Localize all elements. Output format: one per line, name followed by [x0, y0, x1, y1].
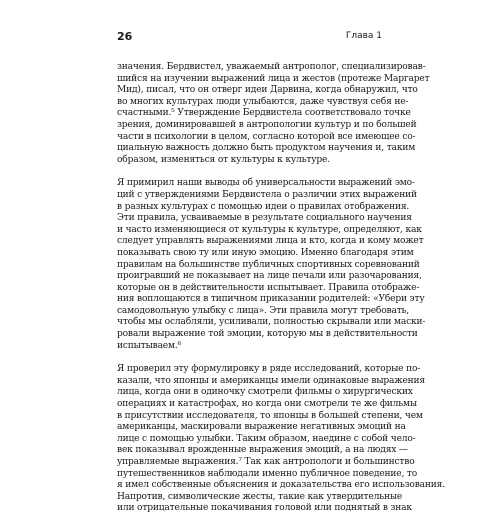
text-line: правилам на большинстве публичных спортивных соревнований — [117, 259, 420, 270]
text-line: ния воплощаются в типичном приказании родителей: «Убери эту — [117, 294, 425, 305]
text-line: проигравший не показывает на лице печали или разочарования, — [117, 271, 422, 282]
text-line: Эти правила, усваиваемые в результате социального научения — [117, 213, 412, 224]
text-line: век показывал врожденные выражения эмоций, а на людях — — [117, 445, 408, 456]
text-line: Напротив, символические жесты, такие как утвердительные — [117, 491, 403, 502]
text-line: операциях и катастрофах, но когда они смотрели те же фильмы — [117, 399, 417, 410]
text-line: следует управлять выражениями лица и кто, когда и кому может — [117, 236, 424, 247]
text-line: в присутствии исследователя, то японцы в большей степени, чем — [117, 410, 423, 421]
text-line: самодовольную улыбку с лица». Эти правила могут требовать, — [117, 305, 410, 316]
text-line: испытываем.⁶ — [117, 340, 182, 351]
text-line: в разных культурах с помощью идеи о правилах отображения. — [117, 201, 410, 212]
text-line: циальную важность должно быть продуктом научения и, таким — [117, 143, 416, 154]
paragraph-2 — [117, 178, 426, 352]
text-line: я имел собственные объяснения и доказательства его использования. — [117, 480, 445, 491]
text-line: значения. Бердвистел, уважаемый антрополог, специализировав- — [117, 62, 426, 72]
text-line: путешественников наблюдали именно публичное поведение, то — [117, 468, 418, 479]
paragraph-1 — [117, 62, 430, 166]
text-line: чтобы мы ослабляли, усиливали, полностью скрывали или маски- — [117, 317, 426, 328]
text-line: Я примирил наши выводы об универсальности выражений эмо- — [117, 178, 415, 189]
body-text — [117, 62, 445, 515]
chapter-title: Глава 1 — [345, 31, 382, 41]
text-line: и часто изменяющиеся от культуры к культуре, определяют, как — [117, 224, 422, 235]
text-line: управляемые выражения.⁷ Так как антропологи и большинство — [117, 457, 415, 467]
text-line: части в психологии в целом, согласно которой все имеющее со- — [117, 131, 416, 142]
text-line: показывать свою ту или иную эмоцию. Именно благодаря этим — [117, 247, 414, 258]
text-line: американцы, маскировали выражение негативных эмоций на — [117, 422, 406, 433]
text-line: казали, что японцы и американцы имели одинаковые выражения — [117, 375, 425, 386]
text-line: счастными.⁵ Утверждение Бердвистела соответствовало точке — [117, 108, 411, 119]
text-line: лица, когда они в одиночку смотрели фильмы о хирургических — [117, 387, 413, 398]
text-line: ций с утверждениями Бердвистела о различии этих выражений — [117, 189, 417, 200]
text-line: образом, изменяться от культуры к культуре. — [117, 154, 330, 165]
text-line: которые он в действительности испытывает. Правила отображе- — [117, 282, 420, 293]
page-number: 26 — [117, 30, 133, 43]
running-header — [117, 30, 382, 46]
text-line: зрения, доминировавшей в антропологии культур и по большей — [117, 119, 417, 130]
text-line: или отрицательные покачивания головой или поднятый в знак — [117, 503, 412, 514]
text-line: Мид), писал, что он отверг идеи Дарвина, когда обнаружил, что — [117, 85, 418, 96]
text-line: ровали выражение той эмоции, которую мы в действительности — [117, 329, 418, 340]
text-line: лице с помощью улыбки. Таким образом, наедине с собой чело- — [117, 433, 416, 444]
text-line: Я проверил эту формулировку в ряде исследований, которые по- — [117, 364, 421, 375]
text-line: во многих культурах люди улыбаются, даже чувствуя себя не- — [117, 96, 409, 107]
paragraph-3 — [117, 364, 445, 515]
text-line: шийся на изучении выражений лица и жестов (протеже Маргарет — [117, 73, 430, 84]
